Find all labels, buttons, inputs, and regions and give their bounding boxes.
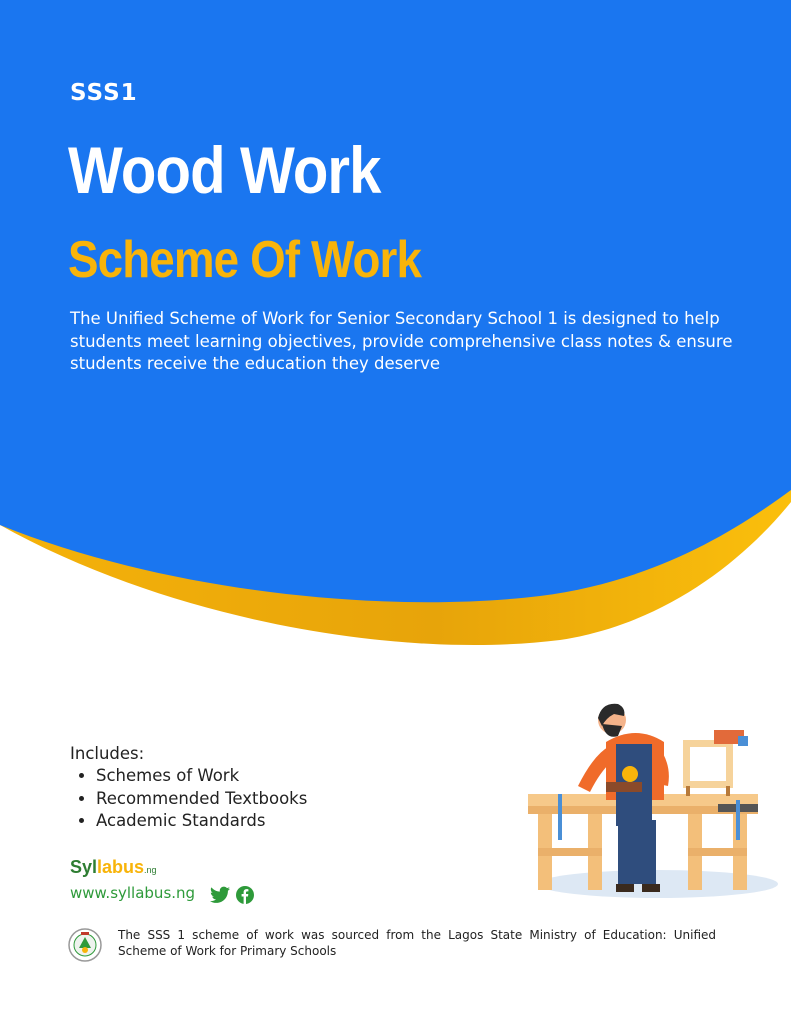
twitter-icon[interactable] (210, 886, 230, 904)
grade-label: SSS1 (70, 80, 138, 106)
includes-item: • Academic Standards (96, 810, 307, 833)
syllabus-logo[interactable] (70, 857, 157, 878)
page-title: Wood Work (68, 133, 381, 207)
description: The Unified Scheme of Work for Senior Secondary School 1 is designed to help students meet learning objectives, provide comprehensive class notes & ensure students receive the education they deserve (70, 309, 733, 373)
includes-section (70, 744, 307, 833)
includes-item: • Schemes of Work (96, 765, 307, 788)
social-links (210, 886, 254, 904)
includes-heading: Includes: (70, 744, 145, 763)
website-link[interactable]: www.syllabus.ng (70, 884, 196, 902)
facebook-icon[interactable] (236, 886, 254, 904)
page-subtitle: Scheme Of Work (68, 231, 422, 289)
carpenter-illustration (518, 700, 780, 900)
logo-part-2: labus (97, 857, 145, 877)
logo-part-1: Syl (70, 857, 98, 877)
source-note: The SSS 1 scheme of work was sourced from the Lagos State Ministry of Education: Unified Scheme of Work for Primary Schools (118, 928, 716, 958)
includes-list (70, 765, 307, 833)
logo-suffix: .ng (144, 865, 157, 875)
includes-item: • Recommended Textbooks (96, 788, 307, 811)
lagos-seal-icon (68, 928, 102, 962)
